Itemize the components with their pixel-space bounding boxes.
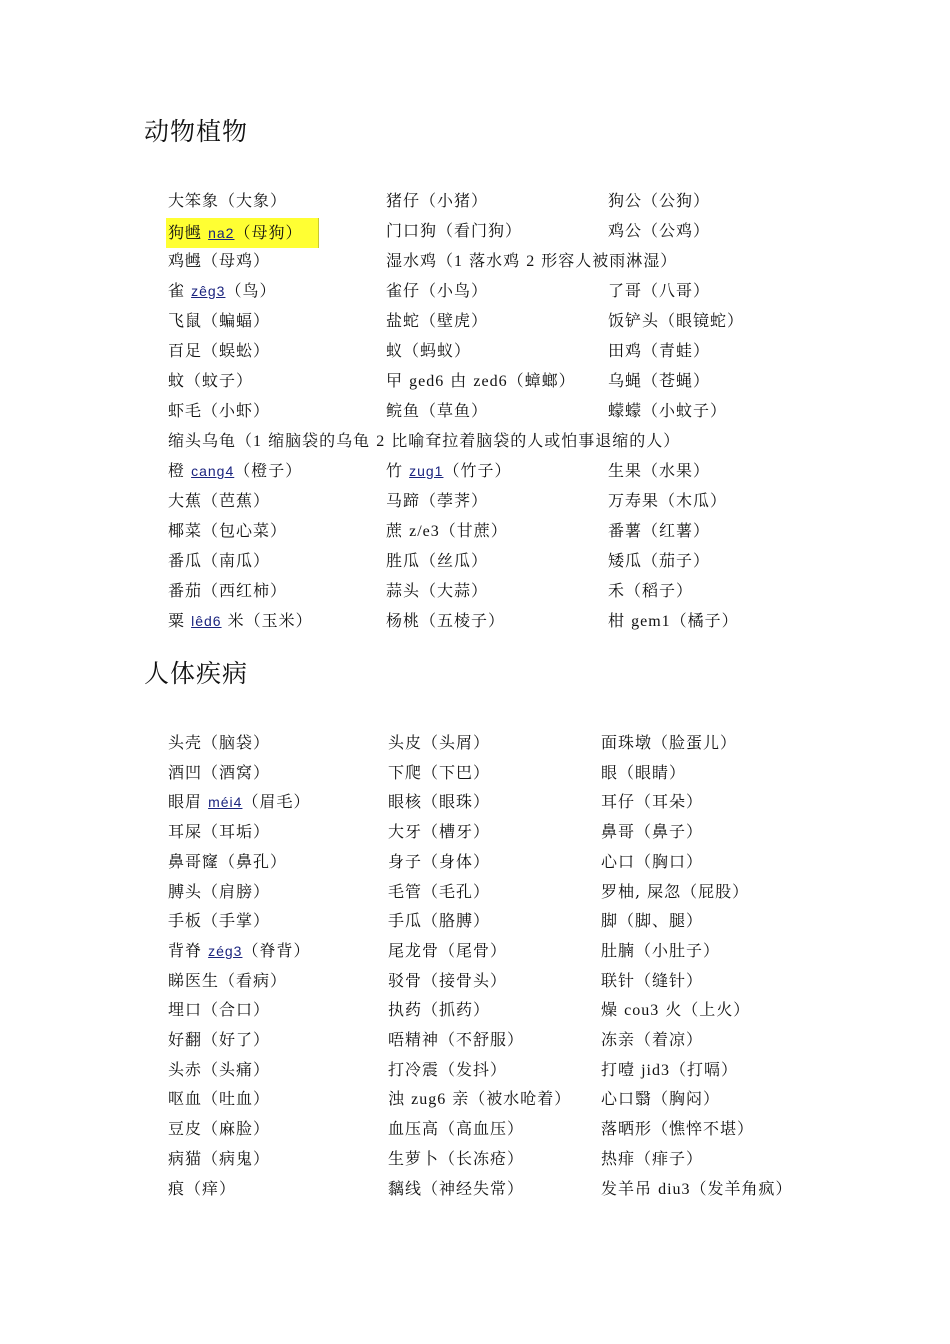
- vocab-entry: 了哥（八哥）: [608, 281, 711, 300]
- romanization: 2: [376, 433, 386, 450]
- vocab-entry: 落晒形（憔悴不堪）: [601, 1119, 755, 1139]
- romanization-link[interactable]: zég3: [208, 942, 243, 959]
- vocab-entry: 大蕉（芭蕉）: [168, 491, 271, 510]
- table-row: [0, 338, 950, 364]
- vocab-entry: 手瓜（胳膊）: [388, 911, 491, 931]
- romanization: 1: [454, 253, 464, 270]
- romanization: gem1: [631, 613, 671, 630]
- vocab-entry: 面珠墩（脸蛋儿）: [601, 733, 738, 752]
- table-row: [0, 368, 950, 394]
- vocab-entry: 下爬（下巴）: [388, 762, 491, 782]
- vocab-entry: 燥 cou3 火（上火）: [601, 1000, 751, 1020]
- table-row: [0, 308, 950, 334]
- vocab-entry: 椰菜（包心菜）: [168, 521, 288, 540]
- table-row: [0, 849, 950, 875]
- vocab-entry: 饭铲头（眼镜蛇）: [608, 311, 745, 330]
- vocab-entry: 番瓜（南瓜）: [168, 551, 271, 570]
- table-row: [0, 218, 950, 244]
- vocab-entry: 血压高（高血压）: [388, 1119, 525, 1139]
- vocab-entry: 冻亲（着凉）: [601, 1030, 704, 1049]
- vocab-entry: 门口狗（看门狗）: [386, 221, 523, 240]
- vocab-entry: 杨桃（五棱子）: [386, 611, 506, 630]
- vocab-entry: 万寿果（木瓜）: [608, 491, 728, 510]
- vocab-entry: 橙 cang4（橙子）: [168, 461, 303, 480]
- vocab-entry: 百足（蜈蚣）: [168, 341, 271, 360]
- vocab-entry: 心口（胸口）: [601, 851, 704, 871]
- vocab-entry: 蔗 z/e3（甘蔗）: [386, 521, 508, 540]
- vocab-entry: 毛管（毛孔）: [388, 881, 491, 901]
- section-title-animals-plants: 动物植物: [144, 117, 249, 146]
- romanization-link[interactable]: zêg3: [191, 283, 226, 299]
- table-row: [0, 278, 950, 304]
- vocab-entry: 身子（身体）: [388, 851, 491, 871]
- vocab-entry: 雀仔（小鸟）: [386, 281, 489, 300]
- vocab-entry: 黐线（神经失常）: [388, 1178, 525, 1198]
- vocab-entry: 禾（稻子）: [608, 581, 694, 600]
- vocab-entry: 眼（眼睛）: [601, 762, 687, 782]
- table-row: [0, 1176, 950, 1202]
- vocab-entry: 联针（缝针）: [601, 970, 704, 990]
- romanization-link[interactable]: na2: [208, 225, 235, 241]
- romanization: zug6: [411, 1091, 447, 1109]
- vocab-entry: 竹 zug1（竹子）: [386, 461, 512, 480]
- vocab-entry: 酒凹（酒窝）: [168, 762, 271, 782]
- vocab-entry: 热痱（痱子）: [601, 1148, 704, 1168]
- romanization: 1: [253, 433, 263, 450]
- romanization: z/e3: [409, 523, 440, 540]
- vocab-entry: 曱 ged6 甴 zed6（蟑螂）: [386, 371, 576, 390]
- vocab-entry: 心口翳（胸闷）: [601, 1089, 721, 1109]
- vocab-entry: 埋口（合口）: [168, 1000, 271, 1020]
- vocab-entry: 浊 zug6 亲（被水呛着）: [388, 1089, 572, 1109]
- table-row: [0, 819, 950, 845]
- vocab-entry: 盐蛇（壁虎）: [386, 311, 489, 330]
- table-row: [0, 760, 950, 786]
- vocab-entry: 眼眉 méi4（眉毛）: [168, 792, 311, 812]
- vocab-entry: 雀 zêg3（鸟）: [168, 281, 277, 300]
- vocab-entry: 蠓蠓（小蚊子）: [608, 401, 728, 420]
- romanization: diu3: [658, 1180, 691, 1198]
- vocab-entry: 痕（痒）: [168, 1178, 237, 1198]
- vocab-entry: 狗乸 na2（母狗）: [166, 218, 319, 248]
- vocab-entry: 尾龙骨（尾骨）: [388, 940, 508, 960]
- vocab-entry: 豆皮（麻脸）: [168, 1119, 271, 1139]
- vocab-entry: 鼻哥（鼻子）: [601, 822, 704, 842]
- vocab-entry: 背脊 zég3（脊背）: [168, 940, 311, 960]
- table-row: [0, 488, 950, 514]
- romanization-link[interactable]: cang4: [191, 463, 235, 479]
- romanization: 2: [526, 253, 536, 270]
- table-row: [0, 879, 950, 905]
- table-row: [0, 1027, 950, 1053]
- vocab-entry: 驳骨（接骨头）: [388, 970, 508, 990]
- vocab-entry: 缩头乌龟（1 缩脑袋的乌龟 2 比喻耷拉着脑袋的人或怕事退缩的人）: [168, 431, 681, 450]
- vocab-entry: 番茄（西红柿）: [168, 581, 288, 600]
- vocab-entry: 鸡公（公鸡）: [608, 221, 711, 240]
- vocab-entry: 耳屎（耳垢）: [168, 822, 271, 842]
- table-row: [0, 458, 950, 484]
- romanization-link[interactable]: lêd6: [191, 613, 222, 629]
- table-row: [0, 908, 950, 934]
- vocab-entry: 湿水鸡（1 落水鸡 2 形容人被雨淋湿）: [386, 251, 678, 270]
- table-row: [0, 968, 950, 994]
- vocab-entry: 执药（抓药）: [388, 1000, 491, 1020]
- table-row: [0, 938, 950, 964]
- romanization: zed6: [473, 373, 508, 390]
- vocab-entry: 飞鼠（蝙蝠）: [168, 311, 271, 330]
- table-row: [0, 548, 950, 574]
- vocab-entry: 罗柚, 屎忽（屁股）: [601, 881, 750, 901]
- vocab-entry: 鸡乸（母鸡）: [168, 251, 271, 270]
- vocab-entry: 田鸡（青蛙）: [608, 341, 711, 360]
- table-row: [0, 188, 950, 214]
- table-row: [0, 608, 950, 634]
- vocab-entry: 眼核（眼珠）: [388, 792, 491, 812]
- vocab-entry: 头皮（头屑）: [388, 733, 491, 752]
- vocab-entry: 病猫（病鬼）: [168, 1148, 271, 1168]
- table-row: [0, 1086, 950, 1112]
- vocab-entry: 狗公（公狗）: [608, 191, 711, 210]
- table-row: [0, 398, 950, 424]
- vocab-entry: 胜瓜（丝瓜）: [386, 551, 489, 570]
- vocab-entry: 蚁（蚂蚁）: [386, 341, 472, 360]
- romanization-link[interactable]: méi4: [208, 794, 243, 811]
- table-row: [0, 248, 950, 274]
- vocab-entry: 猪仔（小猪）: [386, 191, 489, 210]
- vocab-entry: 好翻（好了）: [168, 1030, 271, 1049]
- vocab-entry: 马蹄（荸荠）: [386, 491, 489, 510]
- vocab-entry: 头赤（头痛）: [168, 1059, 271, 1079]
- vocab-entry: 膊头（肩膀）: [168, 881, 271, 901]
- table-row: [0, 997, 950, 1023]
- table-row: [0, 1057, 950, 1083]
- vocab-entry: 脚（脚、腿）: [601, 911, 704, 931]
- vocab-entry: 睇医生（看病）: [168, 970, 288, 990]
- vocab-entry: 打噎 jid3（打嗝）: [601, 1059, 738, 1079]
- vocab-entry: 虾毛（小虾）: [168, 401, 271, 420]
- vocab-entry: 发羊吊 diu3（发羊角疯）: [601, 1178, 793, 1198]
- vocab-entry: 唔精神（不舒服）: [388, 1030, 525, 1049]
- table-row: [0, 789, 950, 815]
- vocab-entry: 粟 lêd6 米（玉米）: [168, 611, 313, 630]
- section-title-body-illness: 人体疾病: [144, 659, 249, 688]
- vocab-entry: 打冷震（发抖）: [388, 1059, 508, 1079]
- vocab-entry: 生果（水果）: [608, 461, 711, 480]
- vocab-entry: 呕血（吐血）: [168, 1089, 271, 1109]
- vocab-entry: 矮瓜（茄子）: [608, 551, 711, 570]
- vocab-entry: 大牙（槽牙）: [388, 822, 491, 842]
- vocab-entry: 蚊（蚊子）: [168, 371, 254, 390]
- vocab-entry: 乌蝇（苍蝇）: [608, 371, 711, 390]
- vocab-entry: 肚腩（小肚子）: [601, 940, 721, 960]
- vocab-entry: 柑 gem1（橘子）: [608, 611, 739, 630]
- table-row: [0, 578, 950, 604]
- vocab-entry: 蒜头（大蒜）: [386, 581, 489, 600]
- vocab-entry: 头壳（脑袋）: [168, 733, 271, 752]
- vocab-entry: 手板（手掌）: [168, 911, 271, 931]
- vocab-entry: 生萝卜（长冻疮）: [388, 1148, 525, 1168]
- romanization: jid3: [641, 1061, 670, 1079]
- table-row: [0, 1146, 950, 1172]
- vocab-entry: 大笨象（大象）: [168, 191, 288, 210]
- vocab-entry: 番薯（红薯）: [608, 521, 711, 540]
- table-row: [0, 730, 950, 756]
- table-row: [0, 1116, 950, 1142]
- romanization-link[interactable]: zug1: [409, 463, 444, 479]
- romanization: cou3: [624, 1002, 660, 1020]
- table-row: [0, 428, 950, 454]
- table-row: [0, 518, 950, 544]
- vocab-entry: 鲩鱼（草鱼）: [386, 401, 489, 420]
- vocab-entry: 耳仔（耳朵）: [601, 792, 704, 812]
- romanization: ged6: [409, 373, 445, 390]
- vocab-entry: 鼻哥窿（鼻孔）: [168, 851, 288, 871]
